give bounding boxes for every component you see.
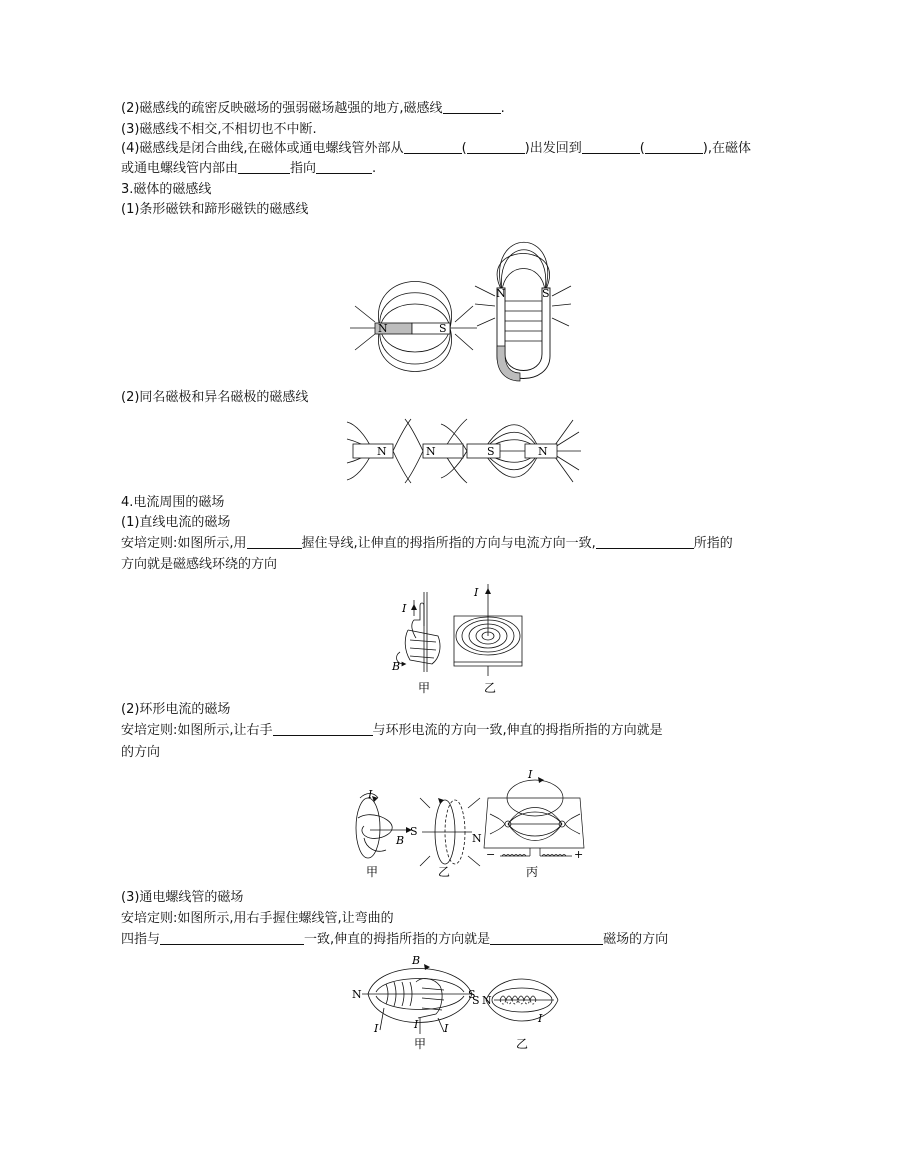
fill-blank[interactable] (443, 100, 501, 114)
plate-with-field-circles (454, 584, 522, 676)
figure-caption: 乙 (484, 681, 497, 695)
figure-ring-current (340, 768, 590, 880)
fill-blank[interactable] (238, 160, 290, 174)
current-ring (420, 798, 480, 866)
bar-s-label: S (439, 322, 447, 335)
pole-label: N (377, 445, 387, 458)
pole-s-label: S (468, 988, 476, 1001)
text-line-ampere-ring-cont (121, 744, 160, 762)
solenoid-field-lines (486, 979, 558, 1021)
text-line-field-density (121, 100, 505, 118)
horseshoe-n-label: N (496, 287, 506, 300)
text-segment: 四指与 (121, 932, 161, 947)
fill-blank[interactable] (404, 140, 462, 154)
text-segment: )出发回到 (524, 141, 582, 156)
arrow-icon (538, 777, 544, 783)
pole-label: N (426, 445, 436, 458)
text-line-ampere-straight-cont (121, 556, 277, 574)
ring-board-field (484, 780, 584, 856)
text-segment: (1)条形磁铁和蹄形磁铁的磁感线 (121, 202, 309, 217)
text-segment: . (500, 101, 505, 116)
text-segment: (3)通电螺线管的磁场 (121, 890, 244, 905)
bar-n-label: N (378, 322, 388, 335)
text-segment: ( (461, 141, 467, 156)
pole-n-label: N (472, 832, 482, 845)
text-segment: (2)环形电流的磁场 (121, 702, 231, 717)
subheading-like-unlike-poles (121, 389, 308, 407)
fill-blank[interactable] (490, 931, 603, 945)
text-segment: 握住导线,让伸直的拇指所指的方向与电流方向一致, (301, 536, 596, 551)
current-i-label: I (368, 788, 373, 801)
current-i-label: I (474, 586, 479, 599)
text-segment: 或通电螺线管内部由 (121, 161, 239, 176)
fill-blank[interactable] (582, 140, 640, 154)
fill-blank[interactable] (596, 535, 694, 549)
text-segment: 与环形电流的方向一致,伸直的拇指所指的方向就是 (372, 723, 663, 738)
text-segment: 磁场的方向 (603, 932, 669, 947)
text-segment: ( (639, 141, 645, 156)
text-segment: 安培定则:如图所示,让右手 (121, 723, 273, 738)
figure-bar-horseshoe-magnets (345, 226, 585, 386)
arrow-up-icon (485, 588, 491, 594)
pole-label: N (538, 445, 548, 458)
fill-blank[interactable] (645, 140, 703, 154)
fill-blank[interactable] (160, 931, 304, 945)
text-segment: (2)同名磁极和异名磁极的磁感线 (121, 390, 309, 405)
section-heading-magnet-lines (121, 181, 211, 199)
text-segment: . (372, 161, 377, 176)
text-line-ampere-solenoid (121, 910, 394, 928)
minus-terminal-label: − (486, 848, 496, 861)
magnet-block (467, 444, 500, 458)
text-segment: 所指的 (693, 536, 733, 551)
text-segment: (3)磁感线不相交,不相切也不中断. (121, 122, 317, 137)
pole-n-label: N (352, 988, 362, 1001)
text-line-ampere-straight (121, 535, 733, 553)
plus-terminal-label: + (574, 848, 584, 861)
figure-caption: 乙 (516, 1037, 529, 1051)
current-i-label: I (444, 1022, 449, 1035)
text-segment: (2)磁感线的疏密反映磁场的强弱磁场越强的地方,磁感线 (121, 101, 443, 116)
text-segment: 方向就是磁感线环绕的方向 (121, 557, 278, 572)
horseshoe-field-lines (475, 242, 571, 341)
arrow-up-icon (411, 604, 417, 610)
text-line-no-crossing (121, 121, 317, 139)
field-b-label: B (392, 660, 401, 673)
text-line-ampere-solenoid-cont (121, 931, 668, 949)
text-line-closed-curve (121, 140, 751, 158)
text-segment: ),在磁体 (702, 141, 752, 156)
hand-around-ring (356, 794, 412, 859)
horseshoe-s-label: S (542, 287, 550, 300)
pole-label: S (487, 445, 495, 458)
text-segment: 一致,伸直的拇指所指的方向就是 (304, 932, 491, 947)
text-segment: 安培定则:如图所示,用 (121, 536, 247, 551)
pole-s-label: S (472, 994, 480, 1007)
magnet-block (353, 444, 393, 458)
text-segment: 的方向 (121, 745, 161, 760)
fill-blank[interactable] (467, 140, 525, 154)
subheading-straight-current (121, 514, 230, 532)
text-line-inside (121, 160, 376, 178)
subheading-solenoid (121, 889, 243, 907)
current-i-label: I (414, 1018, 419, 1031)
text-segment: (4)磁感线是闭合曲线,在磁体或通电螺线管外部从 (121, 141, 404, 156)
pole-s-label: S (410, 825, 418, 838)
text-segment: 3.磁体的磁感线 (121, 182, 212, 197)
field-b-label: B (396, 834, 405, 847)
fill-blank[interactable] (247, 535, 302, 549)
field-b-label: B (412, 954, 421, 967)
subheading-ring-current (121, 701, 230, 719)
figure-caption: 甲 (366, 865, 379, 879)
figure-caption: 丙 (526, 865, 539, 879)
figure-caption: 甲 (414, 1037, 427, 1051)
current-i-label: I (374, 1022, 379, 1035)
figure-caption: 乙 (438, 865, 451, 879)
current-i-label: I (402, 602, 407, 615)
text-segment: 指向 (290, 161, 317, 176)
figure-solenoid (348, 952, 578, 1052)
fill-blank[interactable] (273, 722, 373, 736)
current-i-label: I (528, 768, 533, 781)
fill-blank[interactable] (316, 160, 372, 174)
text-line-ampere-ring (121, 722, 663, 740)
section-heading-current-field (121, 494, 224, 512)
figure-like-unlike-poles (345, 414, 585, 486)
figure-straight-current (388, 580, 528, 698)
text-segment: (1)直线电流的磁场 (121, 515, 231, 530)
text-segment: 4.电流周围的磁场 (121, 495, 225, 510)
subheading-bar-horseshoe (121, 201, 308, 219)
pole-n-label: N (482, 994, 492, 1007)
current-i-label: I (538, 1012, 543, 1025)
text-segment: 安培定则:如图所示,用右手握住螺线管,让弯曲的 (121, 911, 394, 926)
figure-caption: 甲 (418, 681, 431, 695)
